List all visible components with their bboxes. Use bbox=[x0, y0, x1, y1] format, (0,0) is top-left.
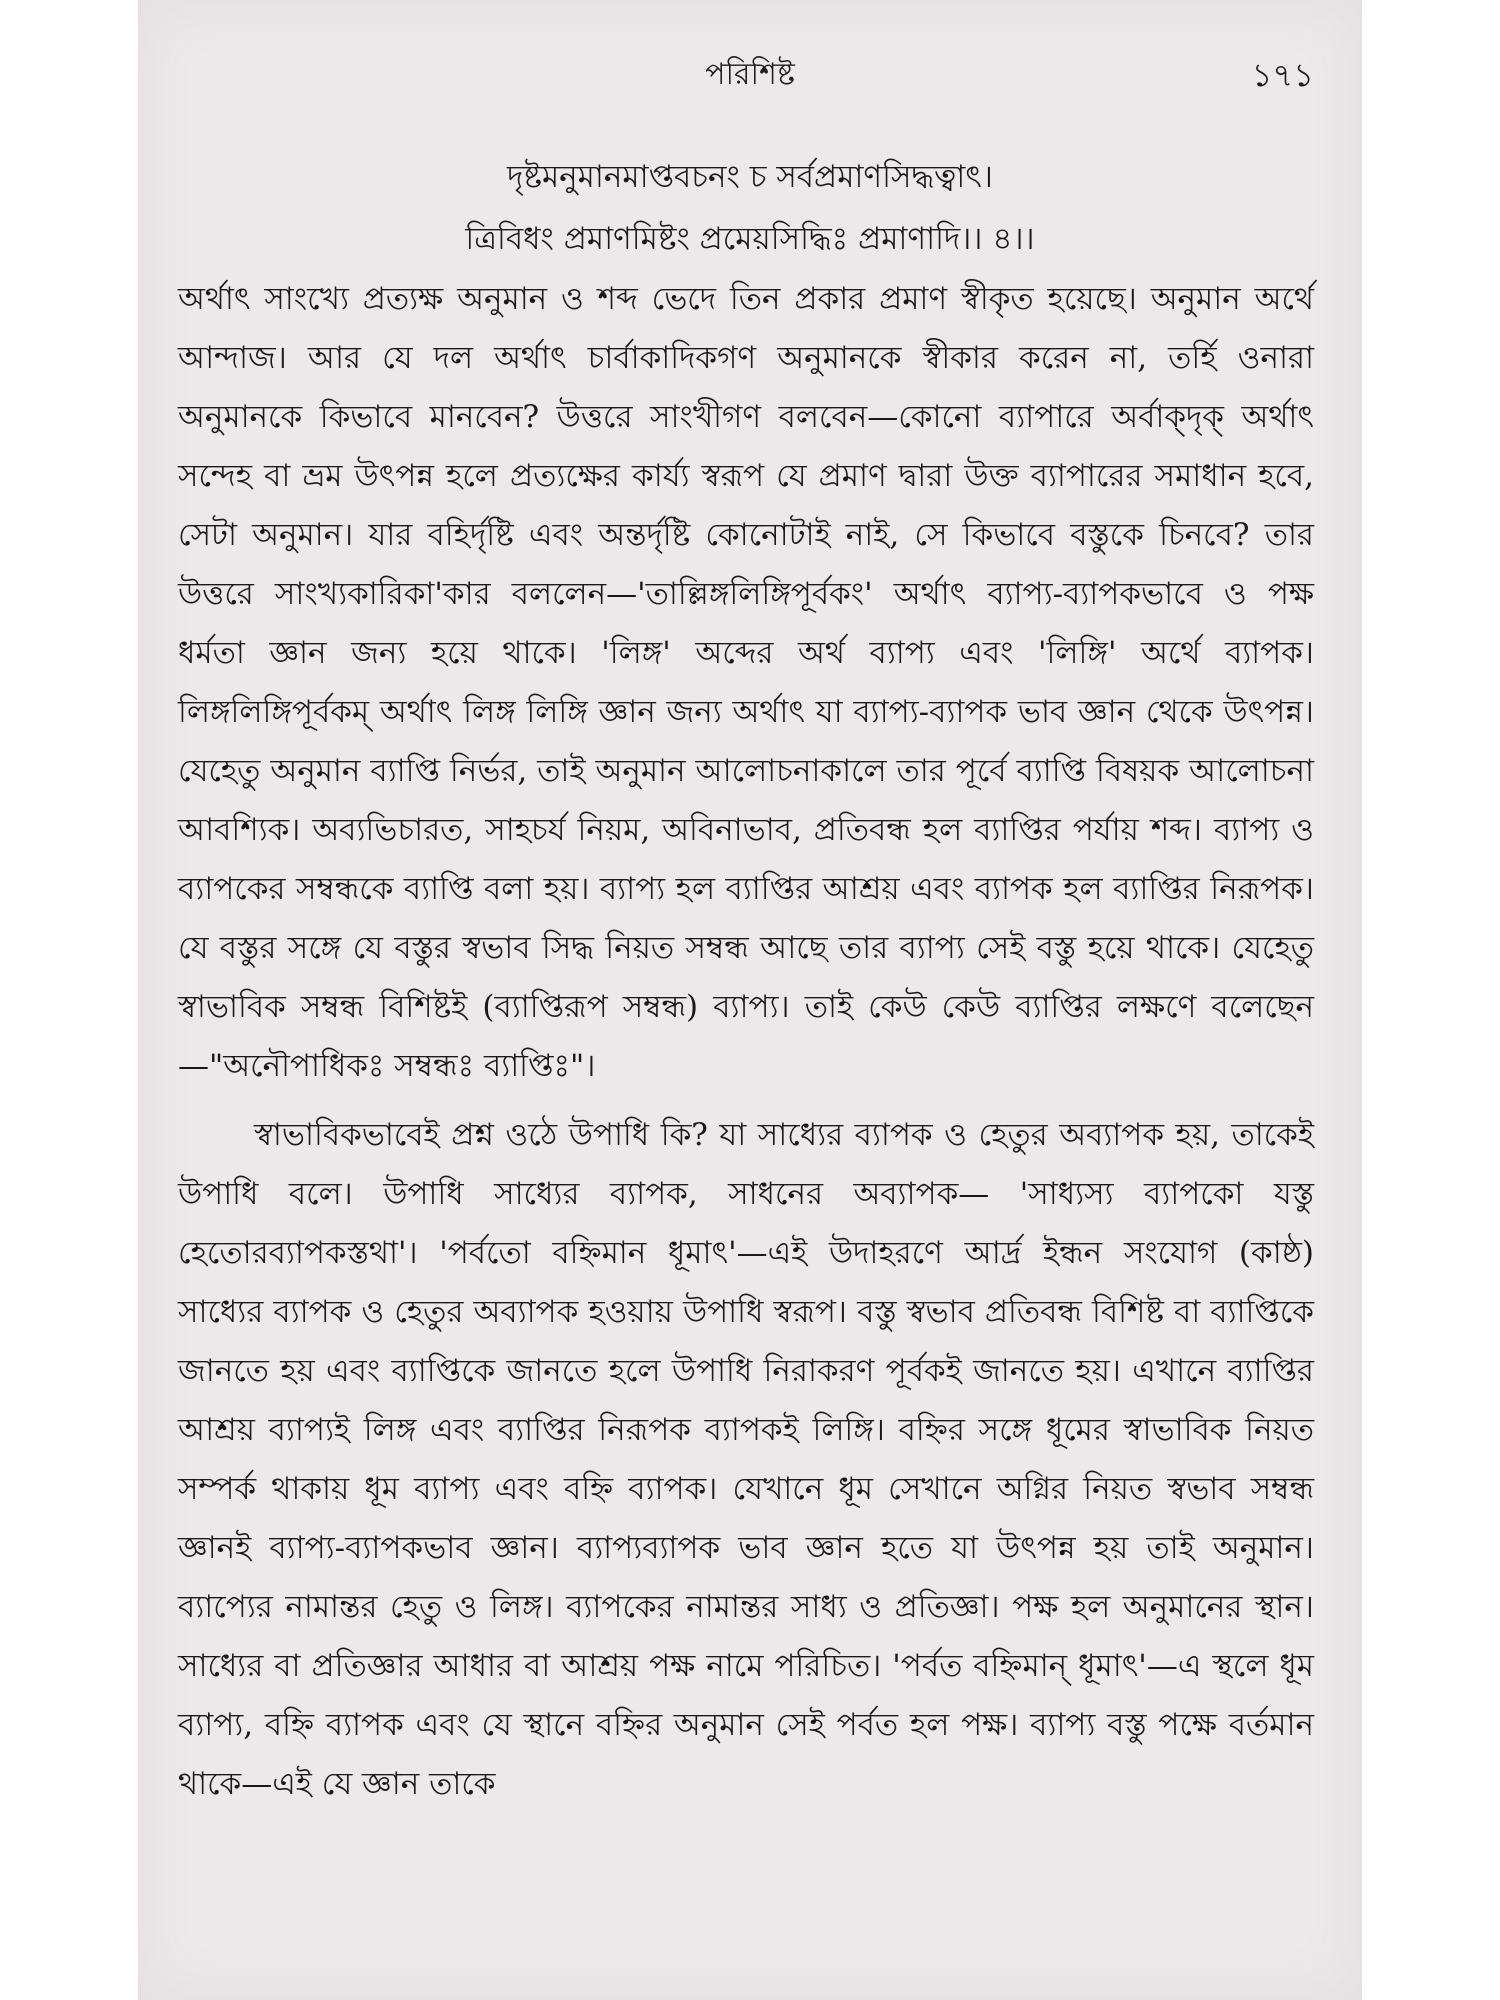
book-page bbox=[138, 0, 1362, 2000]
running-title: পরিশিষ্ট bbox=[705, 57, 795, 92]
verse-line-2: ত্রিবিধং প্রমাণমিষ্টং প্রমেয়সিদ্ধিঃ প্রমাণাদি।। ৪।। bbox=[465, 221, 1035, 257]
page-number: ১৭১ bbox=[1251, 56, 1314, 94]
page-header bbox=[138, 50, 1362, 110]
sanskrit-verse bbox=[138, 146, 1362, 270]
paragraph-1: অর্থাৎ সাংখ্যে প্রত্যক্ষ অনুমান ও শব্দ ভেদে তিন প্রকার প্রমাণ স্বীকৃত হয়েছে। অনুমান অর্থে আন্দাজ। আর যে দল অর্থাৎ চার্বাকাদিকগণ অনুমানকে স্বীকার করেন না, তর্হি ওনারা অনুমানকে কিভাবে মানবেন? উত্তরে সাংখীগণ বলবেন—কোনো ব্যাপারে অর্বাক্দৃক্ অর্থাৎ সন্দেহ বা ভ্রম উৎপন্ন হলে প্রত্যক্ষের কার্য্য স্বরূপ যে প্রমাণ দ্বারা উক্ত ব্যাপারের সমাধান হবে, সেটা অনুমান। যার বহির্দৃষ্টি এবং অন্তর্দৃষ্টি কোনোটাই নাই, সে কিভাবে বস্তুকে চিনবে? তার উত্তরে সাংখ্যকারিকা'কার বললেন—'তাল্লিঙ্গলিঙ্গিপূর্বকং' অর্থাৎ ব্যাপ্য-ব্যাপকভাবে ও পক্ষ ধর্মতা জ্ঞান জন্য হয়ে থাকে। 'লিঙ্গ' অব্দের অর্থ ব্যাপ্য এবং 'লিঙ্গি' অর্থে ব্যাপক। লিঙ্গলিঙ্গিপূর্বকম্ অর্থাৎ লিঙ্গ লিঙ্গি জ্ঞান জন্য অর্থাৎ যা ব্যাপ্য-ব্যাপক ভাব জ্ঞান থেকে উৎপন্ন। যেহেতু অনুমান ব্যাপ্তি নির্ভর, তাই অনুমান আলোচনাকালে তার পূর্বে ব্যাপ্তি বিষয়ক আলোচনা আবশ্যিক। অব্যভিচারত, সাহচর্য নিয়ম, অবিনাভাব, প্রতিবন্ধ হল ব্যাপ্তির পর্যায় শব্দ। ব্যাপ্য ও ব্যাপকের সম্বন্ধকে ব্যাপ্তি বলা হয়। ব্যাপ্য হল ব্যাপ্তির আশ্রয় এবং ব্যাপক হল ব্যাপ্তির নিরূপক। যে বস্তুর সঙ্গে যে বস্তুর স্বভাব সিদ্ধ নিয়ত সম্বন্ধ আছে তার ব্যাপ্য সেই বস্তু হয়ে থাকে। যেহেতু স্বাভাবিক সম্বন্ধ বিশিষ্টই (ব্যাপ্তিরূপ সম্বন্ধ) ব্যাপ্য। তাই কেউ কেউ ব্যাপ্তির লক্ষণে বলেছেন—"অনৌপাধিকঃ সম্বন্ধঃ ব্যাপ্তিঃ"। bbox=[178, 281, 1314, 1084]
paragraph-2: স্বাভাবিকভাবেই প্রশ্ন ওঠে উপাধি কি? যা সাধ্যের ব্যাপক ও হেতুর অব্যাপক হয়, তাকেই উপাধি বলে। উপাধি সাধ্যের ব্যাপক, সাধনের অব্যাপক— 'সাধ্যস্য ব্যাপকো যস্তু হেতোরব্যাপকস্তথা'। 'পর্বতো বহ্নিমান ধূমাৎ'—এই উদাহরণে আর্দ্র ইন্ধন সংযোগ (কাষ্ঠ) সাধ্যের ব্যাপক ও হেতুর অব্যাপক হওয়ায় উপাধি স্বরূপ। বস্তু স্বভাব প্রতিবন্ধ বিশিষ্ট বা ব্যাপ্তিকে জানতে হয় এবং ব্যাপ্তিকে জানতে হলে উপাধি নিরাকরণ পূর্বকই জানতে হয়। এখানে ব্যাপ্তির আশ্রয় ব্যাপ্যই লিঙ্গ এবং ব্যাপ্তির নিরূপক ব্যাপকই লিঙ্গি। বহ্নির সঙ্গে ধূমের স্বাভাবিক নিয়ত সম্পর্ক থাকায় ধূম ব্যাপ্য এবং বহ্নি ব্যাপক। যেখানে ধূম সেখানে অগ্নির নিয়ত স্বভাব সম্বন্ধ জ্ঞানই ব্যাপ্য-ব্যাপকভাব জ্ঞান। ব্যাপ্যব্যাপক ভাব জ্ঞান হতে যা উৎপন্ন হয় তাই অনুমান। ব্যাপ্যের নামান্তর হেতু ও লিঙ্গ। ব্যাপকের নামান্তর সাধ্য ও প্রতিজ্ঞা। পক্ষ হল অনুমানের স্থান। সাধ্যের বা প্রতিজ্ঞার আধার বা আশ্রয় পক্ষ নামে পরিচিত। 'পর্বত বহ্নিমান্ ধূমাৎ'—এ স্থলে ধূম ব্যাপ্য, বহ্নি ব্যাপক এবং যে স্থানে বহ্নির অনুমান সেই পর্বত হল পক্ষ। ব্যাপ্য বস্তু পক্ষে বর্তমান থাকে—এই যে জ্ঞান তাকে bbox=[178, 1117, 1314, 1802]
verse-line-1: দৃষ্টমনুমানমাপ্তবচনং চ সর্বপ্রমাণসিদ্ধত্বাৎ। bbox=[507, 159, 993, 195]
body-text bbox=[178, 270, 1314, 1814]
